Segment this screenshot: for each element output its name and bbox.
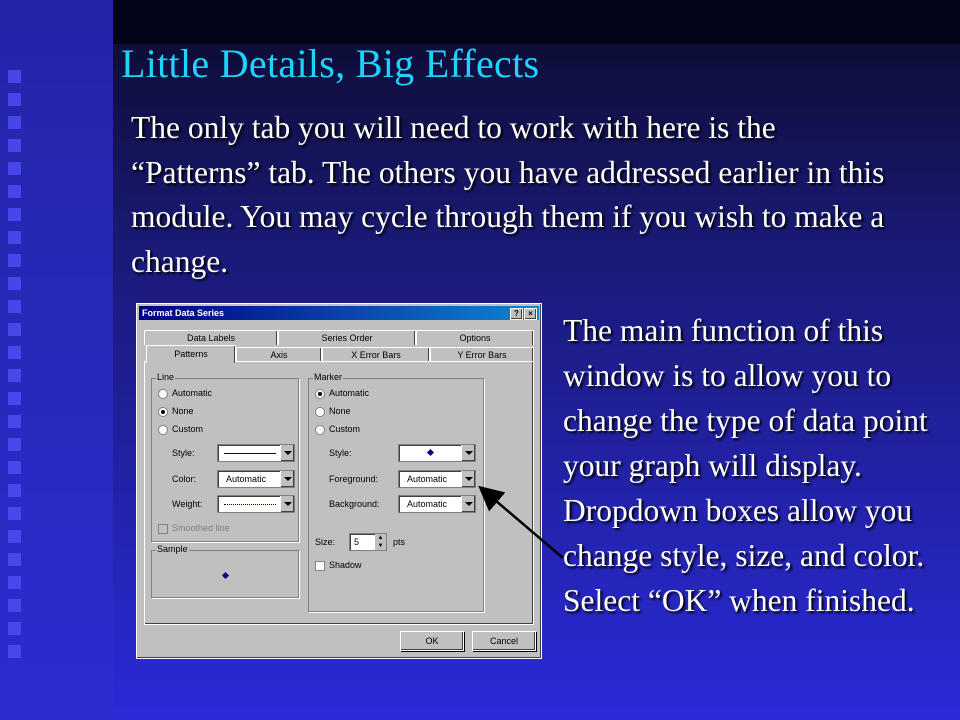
chevron-down-icon[interactable] [280, 471, 294, 487]
marker-style-dropdown[interactable] [398, 444, 476, 462]
decorative-squares [8, 70, 28, 668]
checkbox[interactable] [315, 561, 325, 571]
line-style-dropdown[interactable] [217, 444, 295, 462]
marker-foreground-dropdown[interactable] [398, 470, 476, 488]
line-automatic-radio[interactable]: Automatic [158, 388, 212, 399]
radio-button[interactable] [315, 425, 325, 435]
chevron-down-icon[interactable] [280, 496, 294, 512]
line-color-label: Color: [172, 474, 197, 484]
tab-series-order[interactable]: Series Order [278, 330, 416, 345]
marker-automatic-radio[interactable]: Automatic [315, 388, 369, 399]
cancel-button[interactable]: Cancel [472, 631, 536, 651]
help-button[interactable]: ? [510, 308, 523, 320]
sample-group-label: Sample [157, 544, 188, 554]
line-style-sample [224, 453, 276, 454]
marker-size-unit: pts [393, 537, 406, 547]
chevron-down-icon[interactable] [461, 445, 475, 461]
marker-background-value: Automatic [407, 499, 448, 509]
line-weight-sample [224, 504, 276, 505]
radio-button[interactable] [315, 407, 325, 417]
marker-size-value: 5 [354, 537, 360, 547]
marker-none-radio[interactable]: None [315, 406, 351, 417]
tab-y-error-bars[interactable]: Y Error Bars [430, 347, 534, 362]
decorative-left-strip [0, 0, 113, 720]
spinner-arrows-icon[interactable]: ▲ ▼ [375, 534, 386, 550]
line-custom-radio[interactable]: Custom [158, 424, 203, 435]
checkbox[interactable] [158, 524, 168, 534]
marker-style-label: Style: [329, 448, 352, 458]
dialog-title: Format Data Series [142, 308, 225, 318]
marker-custom-radio[interactable]: Custom [315, 424, 360, 435]
patterns-panel [144, 361, 534, 625]
tab-patterns[interactable]: Patterns [146, 345, 236, 363]
radio-button-selected[interactable] [315, 389, 325, 399]
smoothed-line-checkbox[interactable]: Smoothed line [158, 523, 230, 534]
top-band [113, 0, 960, 44]
line-group-label: Line [157, 372, 175, 382]
tab-options[interactable]: Options [416, 330, 534, 345]
dialog-titlebar [139, 306, 539, 320]
marker-foreground-label: Foreground: [329, 474, 379, 484]
line-weight-label: Weight: [172, 499, 203, 509]
marker-foreground-value: Automatic [407, 474, 448, 484]
radio-button[interactable] [158, 425, 168, 435]
line-group [151, 372, 299, 542]
slide-title: Little Details, Big Effects [121, 41, 540, 86]
intro-text: The only tab you will need to work with here is the “Patterns” tab. The others you have addressed earlier in this module. You may cycle through them if you wish to make a change. [131, 110, 885, 279]
shadow-checkbox[interactable]: Shadow [315, 560, 362, 571]
tab-data-labels[interactable]: Data Labels [144, 330, 278, 345]
marker-group-label: Marker [314, 372, 343, 382]
tab-x-error-bars[interactable]: X Error Bars [322, 347, 430, 362]
radio-button[interactable] [158, 389, 168, 399]
sample-group [151, 544, 299, 598]
sample-marker-icon [222, 572, 229, 579]
marker-group [308, 372, 484, 612]
marker-size-spinner[interactable] [349, 533, 387, 551]
chevron-down-icon[interactable] [461, 471, 475, 487]
tab-axis[interactable]: Axis [236, 347, 322, 362]
line-style-label: Style: [172, 448, 195, 458]
line-color-value: Automatic [226, 474, 267, 484]
line-color-dropdown[interactable] [217, 470, 295, 488]
close-button[interactable]: × [524, 308, 537, 320]
format-data-series-dialog [136, 303, 542, 659]
line-weight-dropdown[interactable] [217, 495, 295, 513]
marker-background-label: Background: [329, 499, 380, 509]
ok-button[interactable]: OK [400, 631, 464, 651]
line-none-radio[interactable]: None [158, 406, 194, 417]
marker-size-label: Size: [315, 537, 336, 547]
diamond-marker-icon [427, 449, 434, 456]
side-text: The main function of this window is to allow you to change the type of data point your graph will display. Dropdown boxes allow you change style, size, and color. Select “OK” when finished. [563, 313, 928, 618]
chevron-down-icon[interactable] [280, 445, 294, 461]
radio-button-selected[interactable] [158, 407, 168, 417]
chevron-down-icon[interactable] [461, 496, 475, 512]
marker-background-dropdown[interactable] [398, 495, 476, 513]
